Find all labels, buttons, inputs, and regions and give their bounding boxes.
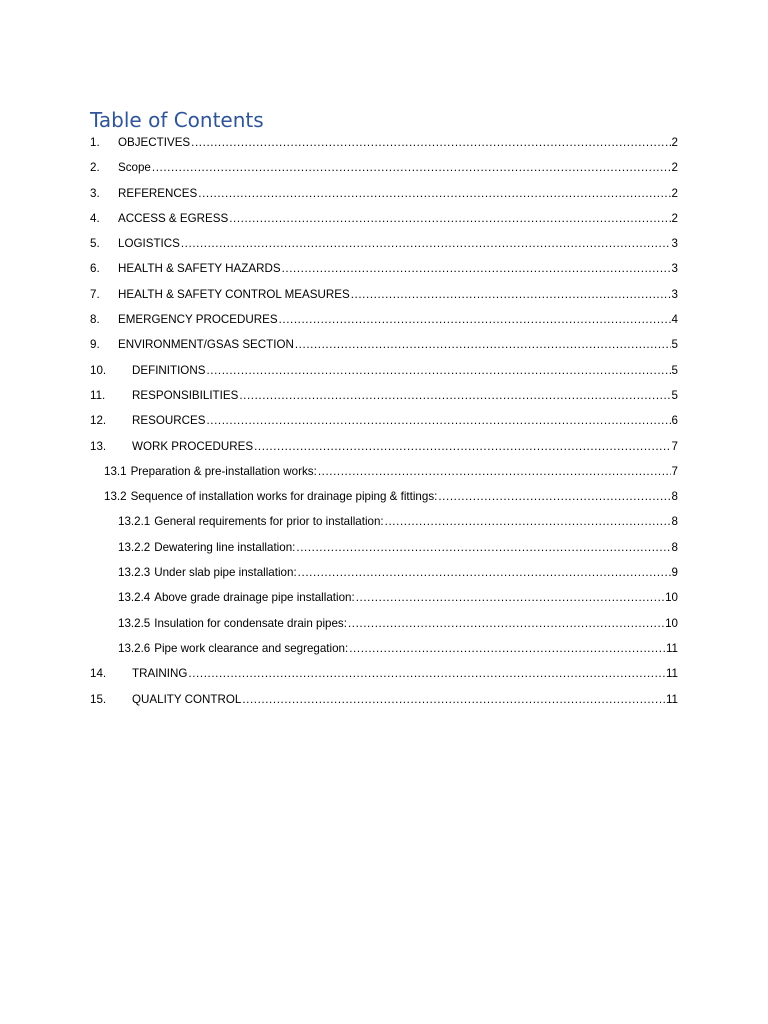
- toc-entry-text: HEALTH & SAFETY HAZARDS: [118, 262, 281, 276]
- toc-entry-page: 11: [665, 692, 678, 706]
- toc-entry-text: OBJECTIVES: [118, 136, 191, 149]
- toc-entry-text: RESPONSIBILITIES: [132, 388, 239, 402]
- toc-dot-leader: [351, 282, 671, 307]
- toc-dot-leader: [318, 459, 671, 484]
- toc-entry-page: 7: [671, 439, 678, 453]
- toc-entry-page: 7: [671, 464, 678, 478]
- toc-list: [90, 130, 678, 712]
- toc-entry-number: 13.1: [104, 464, 127, 478]
- toc-entry-page: 9: [671, 566, 678, 580]
- toc-entry-health-safety-hazards[interactable]: [90, 256, 678, 281]
- toc-dot-leader: [188, 661, 665, 686]
- toc-entry-page: 8: [671, 515, 678, 529]
- toc-entry-responsibilities[interactable]: [90, 383, 678, 408]
- toc-entry-scope[interactable]: [90, 155, 678, 180]
- toc-dot-leader: [282, 256, 671, 281]
- toc-entry-text: Scope: [118, 161, 151, 175]
- toc-entry-page: 2: [671, 136, 678, 149]
- toc-dot-leader: [198, 181, 670, 206]
- toc-entry-page: 8: [671, 490, 678, 504]
- toc-entry-text: LOGISTICS: [118, 237, 180, 251]
- toc-entry-number: 13.2.1: [118, 515, 151, 529]
- toc-entry-number: 13.2.4: [118, 591, 151, 605]
- toc-entry-text: Above grade drainage pipe installation:: [154, 591, 355, 605]
- toc-entry-text: QUALITY CONTROL: [132, 692, 242, 706]
- toc-dot-leader: [348, 611, 664, 636]
- toc-entry-text: Dewatering line installation:: [154, 540, 296, 554]
- toc-entry-number: 8.: [90, 313, 100, 327]
- toc-entry-page: 10: [665, 616, 678, 630]
- toc-entry-emergency-procedures[interactable]: [90, 307, 678, 332]
- toc-entry-number: 6.: [90, 262, 100, 276]
- toc-entry-page: 2: [671, 211, 678, 225]
- toc-entry-number: 10.: [90, 363, 107, 377]
- toc-entry-number: 7.: [90, 287, 100, 301]
- toc-dot-leader: [385, 509, 671, 534]
- toc-entry-number: 13.2.3: [118, 566, 151, 580]
- toc-entry-page: 2: [671, 161, 678, 175]
- toc-dot-leader: [349, 636, 665, 661]
- toc-dot-leader: [206, 408, 670, 433]
- toc-entry-environment-gsas[interactable]: [90, 332, 678, 357]
- toc-entry-page: 4: [671, 313, 678, 327]
- toc-entry-13-2[interactable]: [90, 484, 678, 509]
- toc-entry-text: Under slab pipe installation:: [154, 566, 297, 580]
- toc-entry-text: ENVIRONMENT/GSAS SECTION: [118, 338, 294, 352]
- toc-entry-text: HEALTH & SAFETY CONTROL MEASURES: [118, 287, 350, 301]
- toc-entry-objectives[interactable]: [90, 130, 678, 155]
- toc-entry-references[interactable]: [90, 181, 678, 206]
- toc-dot-leader: [181, 231, 671, 256]
- toc-entry-number: 11.: [90, 388, 106, 402]
- toc-entry-text: DEFINITIONS: [132, 363, 206, 377]
- toc-dot-leader: [191, 130, 670, 155]
- toc-entry-text: WORK PROCEDURES: [132, 439, 254, 453]
- toc-dot-leader: [438, 484, 670, 509]
- toc-entry-number: 14.: [90, 667, 107, 681]
- toc-entry-page: 3: [671, 262, 678, 276]
- toc-dot-leader: [298, 560, 671, 585]
- toc-dot-leader: [239, 383, 670, 408]
- toc-entry-text: ACCESS & EGRESS: [118, 211, 229, 225]
- toc-entry-13-2-6[interactable]: [90, 636, 678, 661]
- toc-dot-leader: [295, 332, 671, 357]
- toc-entry-13-2-5[interactable]: [90, 611, 678, 636]
- toc-entry-page: 11: [665, 667, 678, 681]
- toc-dot-leader: [242, 687, 665, 712]
- toc-entry-number: 3.: [90, 186, 100, 200]
- toc-entry-number: 13.2.6: [118, 641, 151, 655]
- toc-dot-leader: [206, 358, 670, 383]
- toc-entry-text: General requirements for prior to installation:: [154, 515, 384, 529]
- toc-entry-text: Sequence of installation works for drainage piping & fittings:: [130, 490, 438, 504]
- toc-entry-text: REFERENCES: [118, 186, 198, 200]
- toc-entry-quality-control[interactable]: [90, 687, 678, 712]
- toc-entry-page: 6: [671, 414, 678, 428]
- toc-dot-leader: [229, 206, 670, 231]
- toc-entry-number: 15.: [90, 692, 107, 706]
- toc-entry-page: 3: [671, 237, 678, 251]
- toc-entry-number: 2.: [90, 161, 100, 175]
- toc-title: Table of Contents: [90, 108, 264, 132]
- toc-entry-number: 13.: [90, 439, 107, 453]
- toc-entry-page: 11: [665, 641, 678, 655]
- toc-dot-leader: [152, 155, 671, 180]
- toc-entry-definitions[interactable]: [90, 358, 678, 383]
- toc-entry-access-egress[interactable]: [90, 206, 678, 231]
- toc-dot-leader: [279, 307, 671, 332]
- toc-entry-health-safety-control-measures[interactable]: [90, 282, 678, 307]
- toc-entry-page: 8: [671, 540, 678, 554]
- toc-entry-text: Insulation for condensate drain pipes:: [154, 616, 347, 630]
- toc-dot-leader: [356, 585, 664, 610]
- toc-entry-work-procedures[interactable]: [90, 434, 678, 459]
- toc-entry-text: RESOURCES: [132, 414, 206, 428]
- toc-entry-13-1[interactable]: [90, 459, 678, 484]
- toc-entry-page: 5: [671, 363, 678, 377]
- toc-entry-number: 4.: [90, 211, 100, 225]
- toc-entry-number: 13.2.5: [118, 616, 151, 630]
- toc-entry-page: 10: [665, 591, 678, 605]
- toc-entry-text: EMERGENCY PROCEDURES: [118, 313, 278, 327]
- toc-entry-13-2-4[interactable]: [90, 585, 678, 610]
- toc-entry-page: 5: [671, 388, 678, 402]
- toc-entry-13-2-3[interactable]: [90, 560, 678, 585]
- toc-entry-number: 13.2.2: [118, 540, 151, 554]
- toc-entry-number: 1.: [90, 136, 100, 149]
- toc-entry-page: 3: [671, 287, 678, 301]
- toc-entry-number: 5.: [90, 237, 100, 251]
- toc-entry-13-2-2[interactable]: [90, 535, 678, 560]
- toc-entry-resources[interactable]: [90, 408, 678, 433]
- toc-dot-leader: [254, 434, 670, 459]
- toc-dot-leader: [296, 535, 670, 560]
- toc-entry-number: 9.: [90, 338, 100, 352]
- toc-entry-number: 13.2: [104, 490, 127, 504]
- toc-entry-text: TRAINING: [132, 667, 188, 681]
- toc-entry-logistics[interactable]: [90, 231, 678, 256]
- toc-entry-page: 2: [671, 186, 678, 200]
- toc-entry-text: Pipe work clearance and segregation:: [154, 641, 349, 655]
- toc-entry-page: 5: [671, 338, 678, 352]
- toc-entry-training[interactable]: [90, 661, 678, 686]
- toc-entry-text: Preparation & pre-installation works:: [130, 464, 317, 478]
- toc-entry-13-2-1[interactable]: [90, 509, 678, 534]
- toc-entry-number: 12.: [90, 414, 107, 428]
